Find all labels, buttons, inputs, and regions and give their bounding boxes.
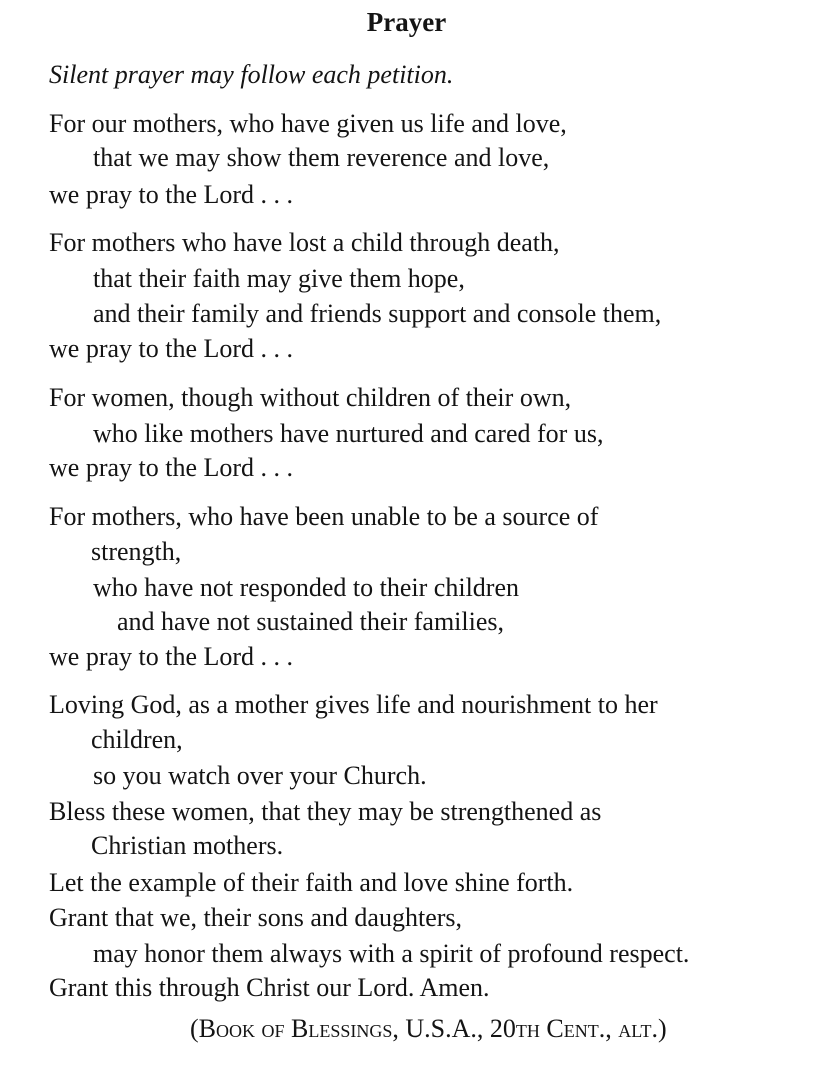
source-citation: (Book of Blessings, U.S.A., 20th Cent., alt.) [190, 1014, 667, 1043]
closing-line-8: may honor them always with a spirit of profound respect. [93, 939, 690, 968]
closing-line-4: Bless these women, that they may be strengthened as [49, 797, 602, 826]
petition-1-line-2: that we may show them reverence and love, [93, 143, 550, 172]
petition-1-line-1: For our mothers, who have given us life and love, [49, 109, 567, 138]
petition-4-line-2: strength, [91, 537, 182, 566]
instruction-text: Silent prayer may follow each petition. [49, 60, 454, 89]
petition-2-line-2: that their faith may give them hope, [93, 264, 465, 293]
petition-3-line-2: who like mothers have nurtured and cared for us, [93, 419, 604, 448]
petition-4-response: we pray to the Lord . . . [49, 642, 294, 671]
petition-2-line-3: and their family and friends support and console them, [93, 299, 662, 328]
closing-line-9: Grant this through Christ our Lord. Amen. [49, 973, 490, 1002]
petition-3-response: we pray to the Lord . . . [49, 453, 294, 482]
petition-4-line-1: For mothers, who have been unable to be a source of [49, 502, 599, 531]
closing-line-6: Let the example of their faith and love shine forth. [49, 868, 574, 897]
page-title: Prayer [366, 7, 447, 37]
petition-3-line-1: For women, though without children of their own, [49, 383, 572, 412]
petition-2-line-1: For mothers who have lost a child through death, [49, 228, 560, 257]
petition-4-line-3: who have not responded to their children [93, 573, 519, 602]
petition-4-line-4: and have not sustained their families, [117, 607, 505, 636]
closing-line-3: so you watch over your Church. [93, 761, 427, 790]
closing-line-2: children, [91, 725, 183, 754]
closing-line-1: Loving God, as a mother gives life and nourishment to her [49, 690, 658, 719]
petition-1-response: we pray to the Lord . . . [49, 180, 294, 209]
petition-2-response: we pray to the Lord . . . [49, 334, 294, 363]
closing-line-5: Christian mothers. [91, 831, 284, 860]
closing-line-7: Grant that we, their sons and daughters, [49, 903, 463, 932]
